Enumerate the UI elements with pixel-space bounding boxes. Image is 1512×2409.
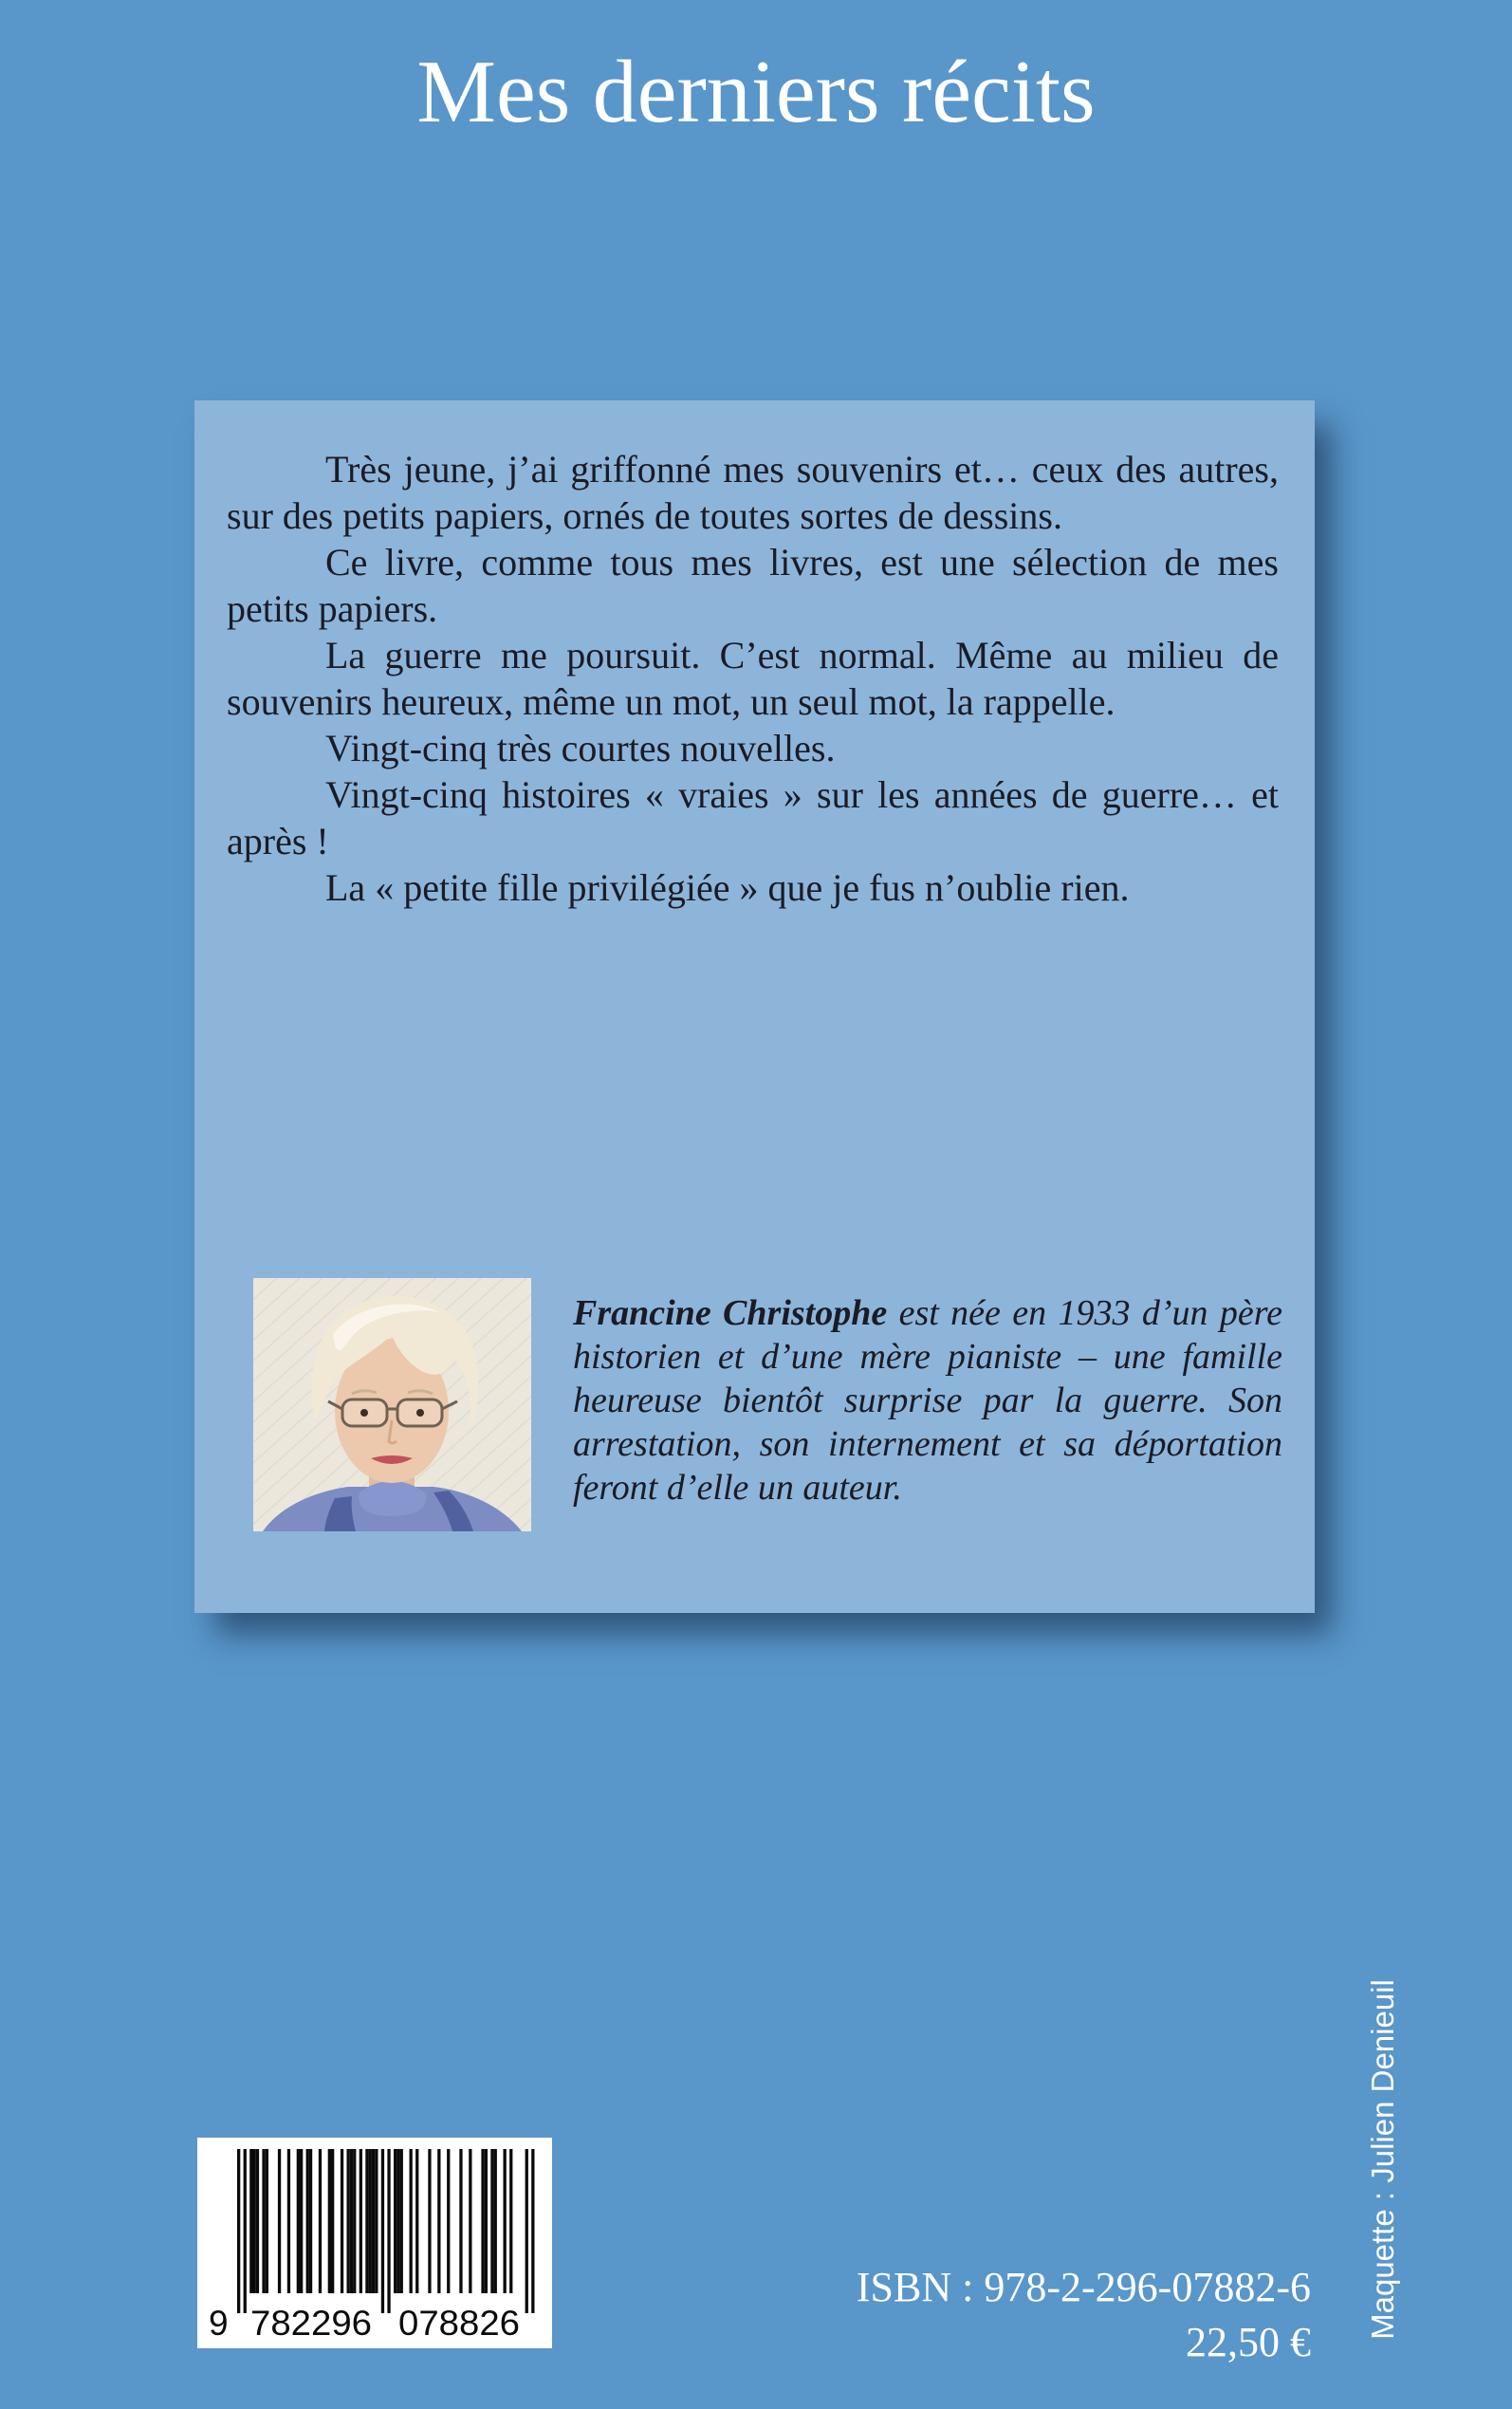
synopsis-paragraph: Très jeune, j’ai griffonné mes souvenirs et… ceux des autres, sur des petits papiers, ornés de toutes sortes de dessins. xyxy=(227,448,1279,537)
author-bio xyxy=(573,1278,1282,1510)
synopsis-paragraph: La guerre me poursuit. C’est normal. Même au milieu de souvenirs heureux, même un mot, un seul mot, la rappelle. xyxy=(227,634,1279,723)
isbn-price-block xyxy=(857,2260,1311,2370)
eye-right xyxy=(416,1409,424,1417)
barcode-digits-group2: 078826 xyxy=(398,2304,520,2343)
book-title: Mes derniers récits xyxy=(416,43,1096,141)
author-bio-text: est née en 1933 d’un père historien et d’une mère pianiste – une famille heureuse bientôt surprise par la guerre. Son arrestation, son internement et sa déportation feront d’elle un auteur. xyxy=(573,1293,1282,1508)
barcode xyxy=(197,2138,552,2348)
synopsis-panel xyxy=(194,400,1315,1613)
synopsis-paragraph: Ce livre, comme tous mes livres, est une sélection de mes petits papiers. xyxy=(227,541,1279,630)
synopsis xyxy=(227,446,1279,911)
synopsis-paragraph: Vingt-cinq très courtes nouvelles. xyxy=(325,727,836,769)
synopsis-paragraph: La « petite fille privilégiée » que je fus n’oublie rien. xyxy=(325,866,1130,909)
isbn: ISBN : 978-2-296-07882-6 xyxy=(856,2264,1311,2310)
design-credit: Maquette : Julien Denieuil xyxy=(1365,1979,1400,2340)
price: 22,50 € xyxy=(1186,2319,1311,2365)
synopsis-paragraph: Vingt-cinq histoires « vraies » sur les années de guerre… et après ! xyxy=(227,773,1279,862)
eye-left xyxy=(360,1409,368,1417)
barcode-digits-group1: 782296 xyxy=(250,2304,372,2343)
author-photo xyxy=(253,1278,531,1531)
author-section xyxy=(253,1278,1282,1531)
barcode-digit-left: 9 xyxy=(209,2304,229,2343)
author-name: Francine Christophe xyxy=(573,1293,888,1333)
